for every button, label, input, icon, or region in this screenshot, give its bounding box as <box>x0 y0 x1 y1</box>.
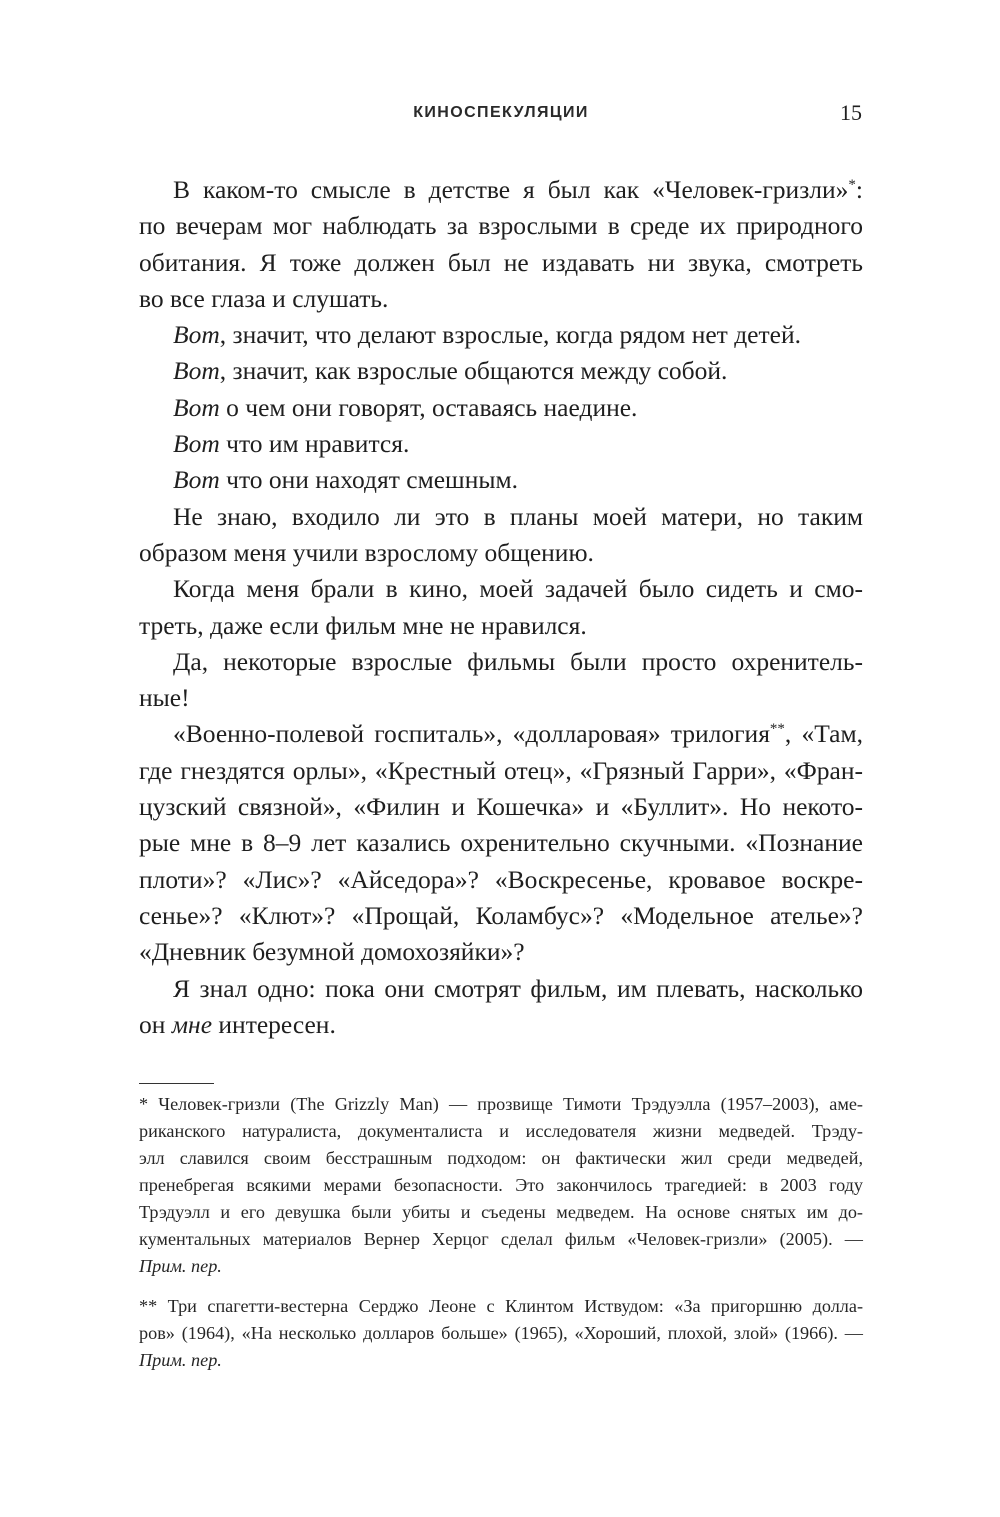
text-line: Да, некоторые взрослые фильмы были просто охренитель- <box>173 646 863 676</box>
text-line: сенье»? «Клют»? «Прощай, Коламбус»? «Модельное ателье»? <box>139 900 863 930</box>
text-line: Вот что они находят смешным. <box>173 465 518 495</box>
footnote-line <box>139 1347 863 1374</box>
footnote-ref: ** <box>769 721 785 738</box>
footnote-line: риканского натуралиста, документалиста и исследователя жизни медведей. Трэду- <box>139 1121 863 1141</box>
text-line: Вот, значит, что делают взрослые, когда рядом нет детей. <box>173 320 801 350</box>
footnote-line <box>139 1253 863 1280</box>
running-title: КИНОСПЕКУЛЯЦИИ <box>413 104 589 121</box>
text-line: Не знаю, входило ли это в планы моей матери, но таким <box>173 501 863 531</box>
text-line: Я знал одно: пока они смотрят фильм, им плевать, насколько <box>173 973 863 1003</box>
text-line: цузский связной», «Филин и Кошечка» и «Буллит». Но некото- <box>139 792 863 822</box>
emphasis: Вот <box>173 429 220 459</box>
footnote-ref: * <box>848 177 856 193</box>
main-text <box>139 172 863 1043</box>
emphasis: Вот <box>173 320 220 350</box>
text-line: плоти»? «Лис»? «Айседора»? «Воскресенье, кровавое воскре- <box>139 864 863 894</box>
emphasis: Вот <box>173 356 220 386</box>
page-number: 15 <box>840 100 862 125</box>
text-line: образом меня учили взрослому общению. <box>139 537 594 567</box>
running-header <box>140 100 862 130</box>
footnote-line: ров» (1964), «На несколько долларов больше» (1965), «Хороший, плохой, злой» (1966). — <box>139 1323 863 1343</box>
text-line: «Военно-полевой госпиталь», «долларовая» трилогия**, «Там, <box>173 719 863 749</box>
footnote-line: ** Три спагетти-вестерна Серджо Леоне с Клинтом Иствудом: «За пригоршню долла- <box>139 1296 863 1316</box>
footnote-line: Трэдуэлл и его девушка были убиты и съедены медведем. На основе снятых им до- <box>139 1202 863 1222</box>
text-line: во все глаза и слушать. <box>139 283 389 313</box>
text-line: ные! <box>139 683 190 713</box>
footnote-line: элл славился своим бесстрашным подходом: он фактически жил среди медведей, <box>139 1148 863 1168</box>
footnote-divider <box>139 1083 214 1084</box>
translator-note: Прим. пер. <box>139 1350 222 1370</box>
footnote-line: пренебрегая всякими мерами безопасности. Это закончилось трагедией: в 2003 году <box>139 1175 863 1195</box>
emphasis: Вот <box>173 392 220 422</box>
footnote-2 <box>139 1293 863 1374</box>
text-line: он мне интересен. <box>139 1009 336 1039</box>
text-line: «Дневник безумной домохозяйки»? <box>139 937 525 967</box>
footnote-line: кументальных материалов Вернер Херцог сделал фильм «Человек-гризли» (2005). — <box>139 1229 863 1249</box>
text-line: рые мне в 8–9 лет казались охренительно скучными. «Познание <box>139 828 863 858</box>
emphasis: мне <box>171 1009 213 1039</box>
footnote-1 <box>139 1091 863 1280</box>
text-line: треть, даже если фильм мне не нравился. <box>139 610 587 640</box>
text-line: обитания. Я тоже должен был не издавать ни звука, смотреть <box>139 247 863 277</box>
emphasis: Вот <box>173 465 220 495</box>
text-line: Вот что им нравится. <box>173 429 410 459</box>
translator-note: Прим. пер. <box>139 1256 222 1276</box>
footnotes <box>139 1091 863 1374</box>
text-line: где гнездятся орлы», «Крестный отец», «Грязный Гарри», «Фран- <box>139 755 863 785</box>
footnote-line: * Человек-гризли (The Grizzly Man) — прозвище Тимоти Трэдуэлла (1957–2003), аме- <box>139 1094 863 1114</box>
text-line: Вот, значит, как взрослые общаются между собой. <box>173 356 728 386</box>
text-line: В каком-то смысле в детстве я был как «Человек-гризли»*: <box>173 175 863 204</box>
text-line: Когда меня брали в кино, моей задачей было сидеть и смо- <box>173 574 863 604</box>
text-line: по вечерам мог наблюдать за взрослыми в среде их природного <box>139 211 863 241</box>
text-line: Вот о чем они говорят, оставаясь наедине. <box>173 392 638 422</box>
